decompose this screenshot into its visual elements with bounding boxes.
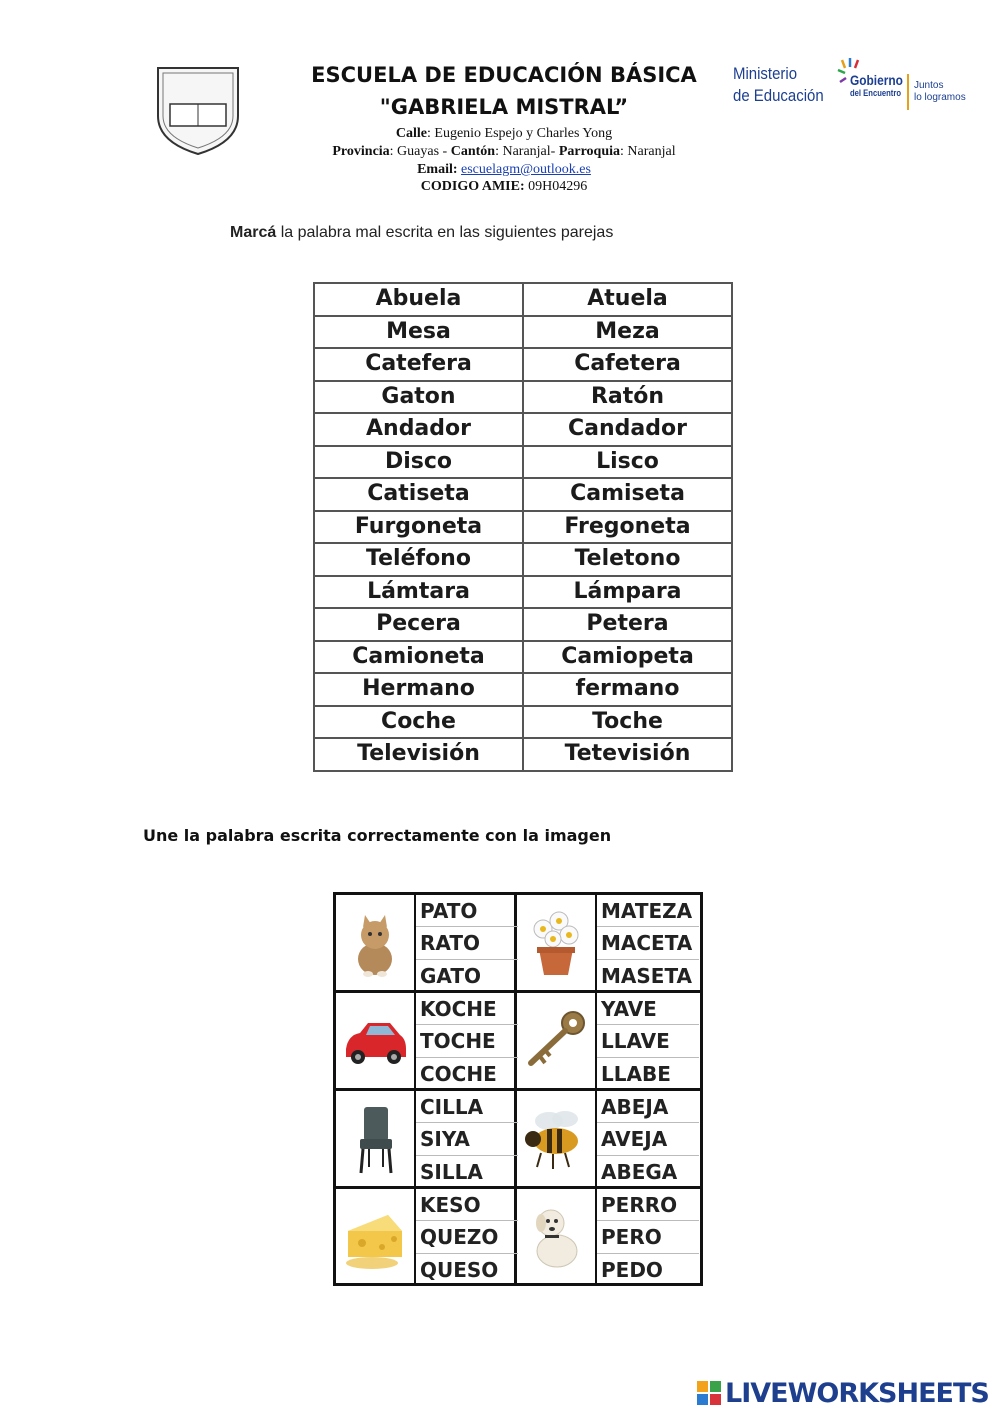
cat-image[interactable] — [336, 895, 416, 992]
key-image[interactable] — [517, 993, 597, 1090]
word-option[interactable]: COCHE — [420, 1061, 497, 1086]
word-option[interactable]: MASETA — [601, 963, 693, 988]
word-option[interactable]: PEDO — [601, 1257, 663, 1282]
juntos-tagline — [914, 80, 966, 104]
grid-cell-car — [336, 993, 518, 1090]
word-options — [597, 895, 699, 992]
word-option[interactable]: GATO — [420, 963, 481, 988]
bee-image[interactable] — [517, 1091, 597, 1188]
grid-cell-flower-pot — [517, 895, 699, 992]
table-row — [314, 381, 732, 414]
amie-value: 09H04296 — [524, 179, 588, 194]
flower-pot-icon — [523, 907, 589, 979]
grid-cell-chair — [336, 1091, 518, 1188]
chair-icon — [342, 1103, 408, 1175]
juntos-line2: lo logramos — [914, 92, 966, 103]
school-title-line1: ESCUELA DE EDUCACIÓN BÁSICA — [311, 63, 697, 87]
instruction-verb: Marcá — [230, 224, 277, 241]
word-option[interactable]: CILLA — [416, 1091, 518, 1123]
pair-word-left[interactable]: Lámtara — [314, 576, 523, 609]
ministerio-line1: Ministerio — [733, 64, 798, 83]
provincia-value: : Guayas - — [389, 144, 451, 159]
pair-word-right[interactable]: Atuela — [523, 283, 732, 316]
dog-icon — [523, 1201, 589, 1273]
word-option[interactable]: PERO — [597, 1221, 699, 1253]
pair-word-left[interactable]: Furgoneta — [314, 511, 523, 544]
pair-word-right[interactable]: Tetevisión — [523, 738, 732, 771]
pair-word-right[interactable]: Camiopeta — [523, 641, 732, 674]
canton-label: Cantón — [450, 144, 496, 159]
pair-word-right[interactable]: Cafetera — [523, 348, 732, 381]
grid-cell-bee — [517, 1091, 699, 1188]
word-option[interactable]: QUEZO — [416, 1221, 518, 1253]
word-option[interactable]: QUESO — [420, 1257, 499, 1282]
table-row — [314, 738, 732, 771]
pair-word-right[interactable]: Lámpara — [523, 576, 732, 609]
pair-word-right[interactable]: Petera — [523, 608, 732, 641]
school-title-line2: "GABRIELA MISTRAL” — [379, 95, 629, 119]
table-row — [314, 706, 732, 739]
gobierno-line1: Gobierno — [850, 72, 903, 88]
word-options — [597, 1091, 699, 1188]
flower-pot-image[interactable] — [517, 895, 597, 992]
pair-word-right[interactable]: fermano — [523, 673, 732, 706]
pair-word-left[interactable]: Catiseta — [314, 478, 523, 511]
grid-cell-dog — [517, 1189, 699, 1286]
cheese-image[interactable] — [336, 1189, 416, 1286]
pair-word-left[interactable]: Televisión — [314, 738, 523, 771]
school-crest-logo — [150, 64, 246, 156]
table-row — [314, 543, 732, 576]
exercise2-instruction: Une la palabra escrita correctamente con la imagen — [143, 826, 612, 845]
key-icon — [523, 1005, 589, 1077]
word-option[interactable]: KOCHE — [416, 993, 518, 1025]
pair-word-left[interactable]: Mesa — [314, 316, 523, 349]
pair-word-right[interactable]: Camiseta — [523, 478, 732, 511]
calle-label: Calle — [395, 126, 427, 141]
pair-word-right[interactable]: Toche — [523, 706, 732, 739]
parroquia-value: : Naranjal — [620, 144, 676, 159]
parroquia-label: Parroquia — [558, 144, 621, 159]
grid-cell-key — [517, 993, 699, 1090]
word-options — [416, 1189, 518, 1286]
liveworksheets-logo-icon — [697, 1381, 721, 1405]
word-option[interactable]: TOCHE — [416, 1025, 518, 1057]
gobierno-logo-text — [850, 74, 903, 100]
ministerio-line2: de Educación — [733, 86, 824, 105]
word-option[interactable]: MATEZA — [597, 895, 699, 927]
grid-cell-cheese — [336, 1189, 518, 1286]
word-option[interactable]: YAVE — [597, 993, 699, 1025]
word-options — [416, 895, 518, 992]
bee-icon — [523, 1103, 589, 1175]
provincia-label: Provincia — [332, 144, 390, 159]
car-image[interactable] — [336, 993, 416, 1090]
chair-image[interactable] — [336, 1091, 416, 1188]
table-row — [314, 641, 732, 674]
table-row — [314, 673, 732, 706]
word-option[interactable]: PATO — [416, 895, 518, 927]
pair-word-left[interactable]: Andador — [314, 413, 523, 446]
pair-word-left[interactable]: Pecera — [314, 608, 523, 641]
car-icon — [342, 1005, 408, 1077]
table-row — [314, 608, 732, 641]
instruction-text: la palabra mal escrita en las siguientes parejas — [276, 224, 614, 241]
word-option[interactable]: LLABE — [601, 1061, 671, 1086]
word-option[interactable]: AVEJA — [597, 1123, 699, 1155]
word-options — [416, 1091, 518, 1188]
email-line — [260, 161, 748, 179]
pair-word-right[interactable]: Lisco — [523, 446, 732, 479]
word-options — [597, 1189, 699, 1286]
amie-label: CODIGO AMIE: — [420, 179, 525, 194]
pair-word-left[interactable]: Disco — [314, 446, 523, 479]
pair-word-right[interactable]: Candador — [523, 413, 732, 446]
calle-value: : Eugenio Espejo y Charles Yong — [427, 126, 613, 141]
grid-cell-cat — [336, 895, 518, 992]
word-option[interactable]: PERRO — [597, 1189, 699, 1221]
pair-word-right[interactable]: Fregoneta — [523, 511, 732, 544]
amie-line — [260, 178, 748, 196]
email-label: Email: — [417, 162, 458, 177]
address-line — [260, 125, 748, 143]
pair-word-right[interactable]: Teletono — [523, 543, 732, 576]
table-row — [314, 413, 732, 446]
pair-word-left[interactable]: Coche — [314, 706, 523, 739]
word-option[interactable]: SIYA — [416, 1123, 518, 1155]
pair-word-left[interactable]: Teléfono — [314, 543, 523, 576]
cat-icon — [342, 907, 408, 979]
pair-word-left[interactable]: Hermano — [314, 673, 523, 706]
word-pairs-table — [313, 282, 733, 772]
pair-word-right[interactable]: Meza — [523, 316, 732, 349]
table-row — [314, 348, 732, 381]
table-row — [314, 446, 732, 479]
word-option[interactable]: RATO — [416, 927, 518, 959]
liveworksheets-wordmark: LIVEWORKSHEETS — [725, 1378, 989, 1409]
word-option[interactable]: SILLA — [420, 1159, 483, 1184]
word-option[interactable]: LLAVE — [597, 1025, 699, 1057]
word-option[interactable]: MACETA — [597, 927, 699, 959]
cheese-icon — [342, 1201, 408, 1273]
word-option[interactable]: KESO — [416, 1189, 518, 1221]
dog-image[interactable] — [517, 1189, 597, 1286]
ministerio-logo-text — [733, 63, 824, 107]
pair-word-left[interactable]: Abuela — [314, 283, 523, 316]
word-option[interactable]: ABEJA — [597, 1091, 699, 1123]
word-options — [597, 993, 699, 1090]
pair-word-left[interactable]: Catefera — [314, 348, 523, 381]
location-line — [260, 143, 748, 161]
picture-word-grid — [333, 892, 703, 1286]
word-options — [416, 993, 518, 1090]
table-row — [314, 283, 732, 316]
email-link[interactable]: escuelagm@outlook.es — [461, 162, 591, 177]
word-option[interactable]: ABEGA — [601, 1159, 678, 1184]
gobierno-separator — [907, 74, 909, 110]
pair-word-left[interactable]: Camioneta — [314, 641, 523, 674]
exercise1-instruction — [230, 224, 613, 242]
canton-value: : Naranjal- — [495, 144, 559, 159]
table-row — [314, 511, 732, 544]
pair-word-right[interactable]: Ratón — [523, 381, 732, 414]
pair-word-left[interactable]: Gaton — [314, 381, 523, 414]
table-row — [314, 478, 732, 511]
table-row — [314, 316, 732, 349]
gobierno-line2: del Encuentro — [850, 88, 902, 98]
juntos-line1: Juntos — [914, 80, 944, 91]
table-row — [314, 576, 732, 609]
